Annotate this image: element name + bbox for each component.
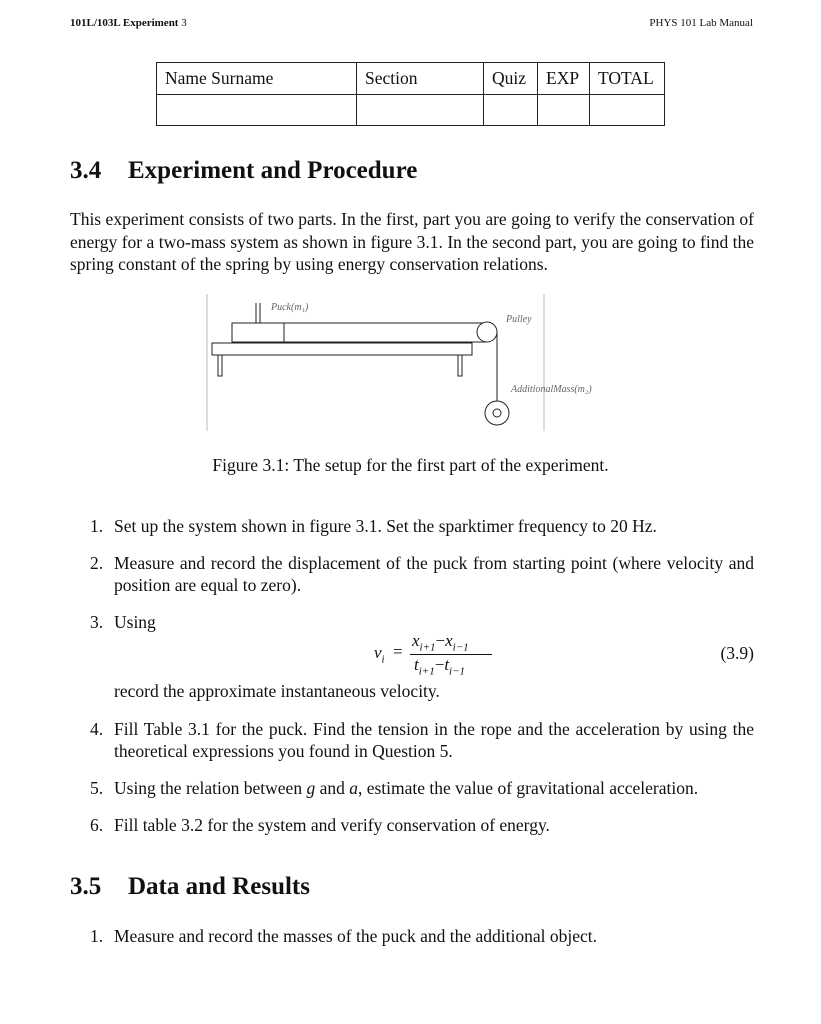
total-header: TOTAL [590,63,665,95]
section-number: 3.4 [70,157,102,184]
list-item: 5. Using the relation between g and a, estimate the value of gravitational acceleration. [90,778,699,798]
quiz-cell[interactable] [484,95,538,126]
figure-caption: Figure 3.1: The setup for the first part of the experiment. [212,455,609,475]
section-header: Section [357,63,484,95]
hanging-mass-center [493,409,501,417]
name-surname-header: Name Surname [157,63,357,95]
list-item: 2. Measure and record the displacement of the puck from starting point (where velocity and position are equal to zero). [90,553,754,595]
puck [232,323,284,342]
table-leg-right [458,355,462,376]
list-item: 3. Using [90,612,156,632]
results-list [70,925,754,947]
exp-header: EXP [538,63,590,95]
eq-lhs: $v_i$ [374,643,385,666]
list-item: 4. Fill Table 3.1 for the puck. Find the tension in the rope and the acceleration by using the theoretical expressions you found in Question 5. [90,719,754,761]
section-title: Data and Results [128,873,310,900]
eq-numerator: $x_{i+1}-x_{i-1}$ [412,631,469,654]
procedure-list [70,515,754,633]
list-item: 6. Fill table 3.2 for the system and verify conservation of energy. [90,815,550,835]
section-cell[interactable] [357,95,484,126]
mass-label: AdditionalMass(m₂) [511,384,592,395]
running-header-left [70,17,187,29]
procedure-list-continued [70,718,754,836]
equation-followup: record the approximate instantaneous velocity. [114,681,440,701]
name-surname-cell[interactable] [157,95,357,126]
pulley-label: Pulley [506,314,532,325]
intro-paragraph: This experiment consists of two parts. In the first, part you are going to verify the conservation of energy for a two-mass system as shown in figure 3.1. In the second part, you are going to find the spring constant of the spring by using energy conservation relations. [70,209,754,274]
table-leg-left [218,355,222,376]
eq-denominator: $t_{i+1}-t_{i-1}$ [414,655,466,678]
exp-cell[interactable] [538,95,590,126]
puck-label: Puck(m₁) [271,302,309,313]
experiment-number: 3 [181,17,187,29]
running-header-right: PHYS 101 Lab Manual [649,17,753,29]
grade-table [156,62,665,126]
setup-figure [200,290,620,435]
equation-number: (3.9) [720,643,754,663]
quiz-header: Quiz [484,63,538,95]
section-title: Experiment and Procedure [128,157,418,184]
pulley [477,322,497,342]
table-top [212,343,472,355]
list-item: 1. Set up the system shown in figure 3.1. Set the sparktimer frequency to 20 Hz. [90,516,657,536]
section-number: 3.5 [70,873,102,900]
list-item: 1. Measure and record the masses of the puck and the additional object. [90,926,598,946]
eq-equals: = [393,642,403,661]
section-heading-3-4 [70,157,417,185]
course-code: 101L/103L Experiment [70,17,179,29]
total-cell[interactable] [590,95,665,126]
section-heading-3-5 [70,873,310,901]
